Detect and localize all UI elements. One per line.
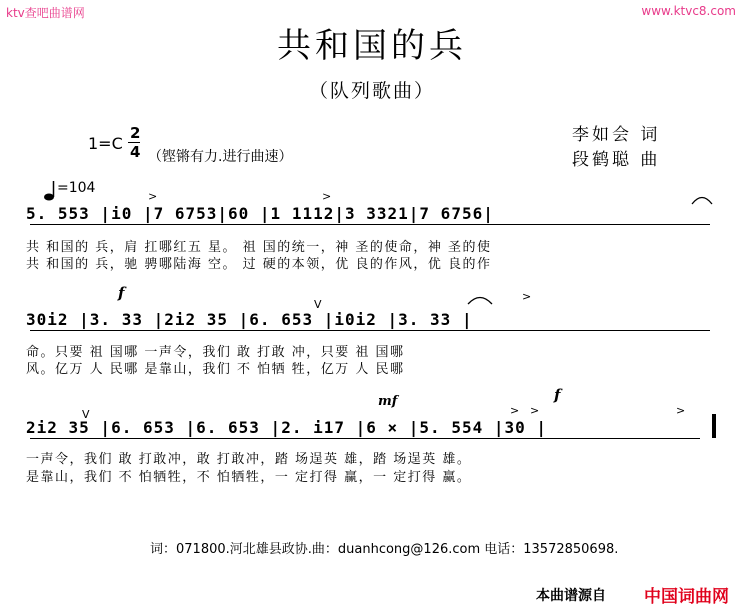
beam-line xyxy=(30,436,700,439)
lyric-verse-1-row-2: 命。只要 祖 国哪 一声令，我们 敢 打敢 冲，只要 祖 国哪 xyxy=(26,345,405,360)
breath-mark: V xyxy=(82,408,90,421)
dynamic-forte: f xyxy=(118,284,125,302)
source-prefix: 本曲谱源自 xyxy=(536,588,606,604)
accent-mark: > xyxy=(522,290,532,303)
breath-mark: V xyxy=(314,298,322,311)
lyric-verse-2-row-3: 是靠山，我们 不 怕牺牲，不 怕牺牲，一 定打得 赢，一 定打得 赢。 xyxy=(26,470,472,485)
lyric-verse-1-row-3: 一声令，我们 敢 打敢冲，敢 打敢冲，踏 场逞英 雄，踏 场逞英 雄。 xyxy=(26,452,472,467)
accent-mark: > xyxy=(530,404,540,417)
time-signature-bottom: 4 xyxy=(130,143,141,161)
site-watermark-left: ktv查吧曲谱网 xyxy=(6,6,85,20)
lyric-verse-1-row-1: 共 和国的 兵，肩 扛哪红五 星。 祖 国的统一，神 圣的使命，神 圣的使 xyxy=(26,240,492,255)
time-signature-top: 2 xyxy=(130,124,141,142)
accent-mark: > xyxy=(148,190,158,203)
expression-marking: （铿锵有力.进行曲速） xyxy=(148,149,293,165)
key-signature: 1=C xyxy=(88,134,123,153)
composer-credit: 段鹤聪 曲 xyxy=(572,150,661,170)
site-watermark-right: www.ktvc8.com xyxy=(641,4,736,18)
accent-mark: > xyxy=(510,404,520,417)
tie-slur-icon xyxy=(466,293,494,305)
dynamic-mezzo-forte: mf xyxy=(378,394,398,409)
song-subtitle: （队列歌曲） xyxy=(308,80,435,102)
lyric-verse-2-row-1: 共 和国的 兵，驰 骋哪陆海 空。 过 硬的本领，优 良的作风，优 良的作 xyxy=(26,257,492,272)
beam-line xyxy=(30,222,710,225)
notation-row-2: 30i2 |3. 33 |2i2 35 |6. 653 |i0i2 |3. 33 | xyxy=(26,310,473,329)
quarter-note-icon xyxy=(44,180,58,206)
accent-mark: > xyxy=(676,404,686,417)
notation-row-3: 2i2 35 |6. 653 |6. 653 |2. i17 |6 × |5. 554 |30 | xyxy=(26,418,548,437)
beam-line xyxy=(30,328,710,331)
source-link[interactable]: 中国词曲网 xyxy=(644,587,729,607)
accent-mark: > xyxy=(322,190,332,203)
song-title: 共和国的兵 xyxy=(277,26,467,66)
notation-row-1: 5. 553 |i0 |7 6753|60 |1 1112|3 3321|7 6756| xyxy=(26,204,494,223)
lyricist-credit: 李如会 词 xyxy=(572,125,661,145)
lyric-verse-2-row-2: 风。亿万 人 民哪 是靠山，我们 不 怕牺 牲，亿万 人 民哪 xyxy=(26,362,405,377)
contact-info: 词：071800.河北雄县政协.曲：duanhcong@126.com 电话：13572850698. xyxy=(150,542,619,557)
tempo-marking: =104 xyxy=(57,180,96,196)
final-barline xyxy=(712,414,716,438)
dynamic-forte: f xyxy=(554,386,561,404)
